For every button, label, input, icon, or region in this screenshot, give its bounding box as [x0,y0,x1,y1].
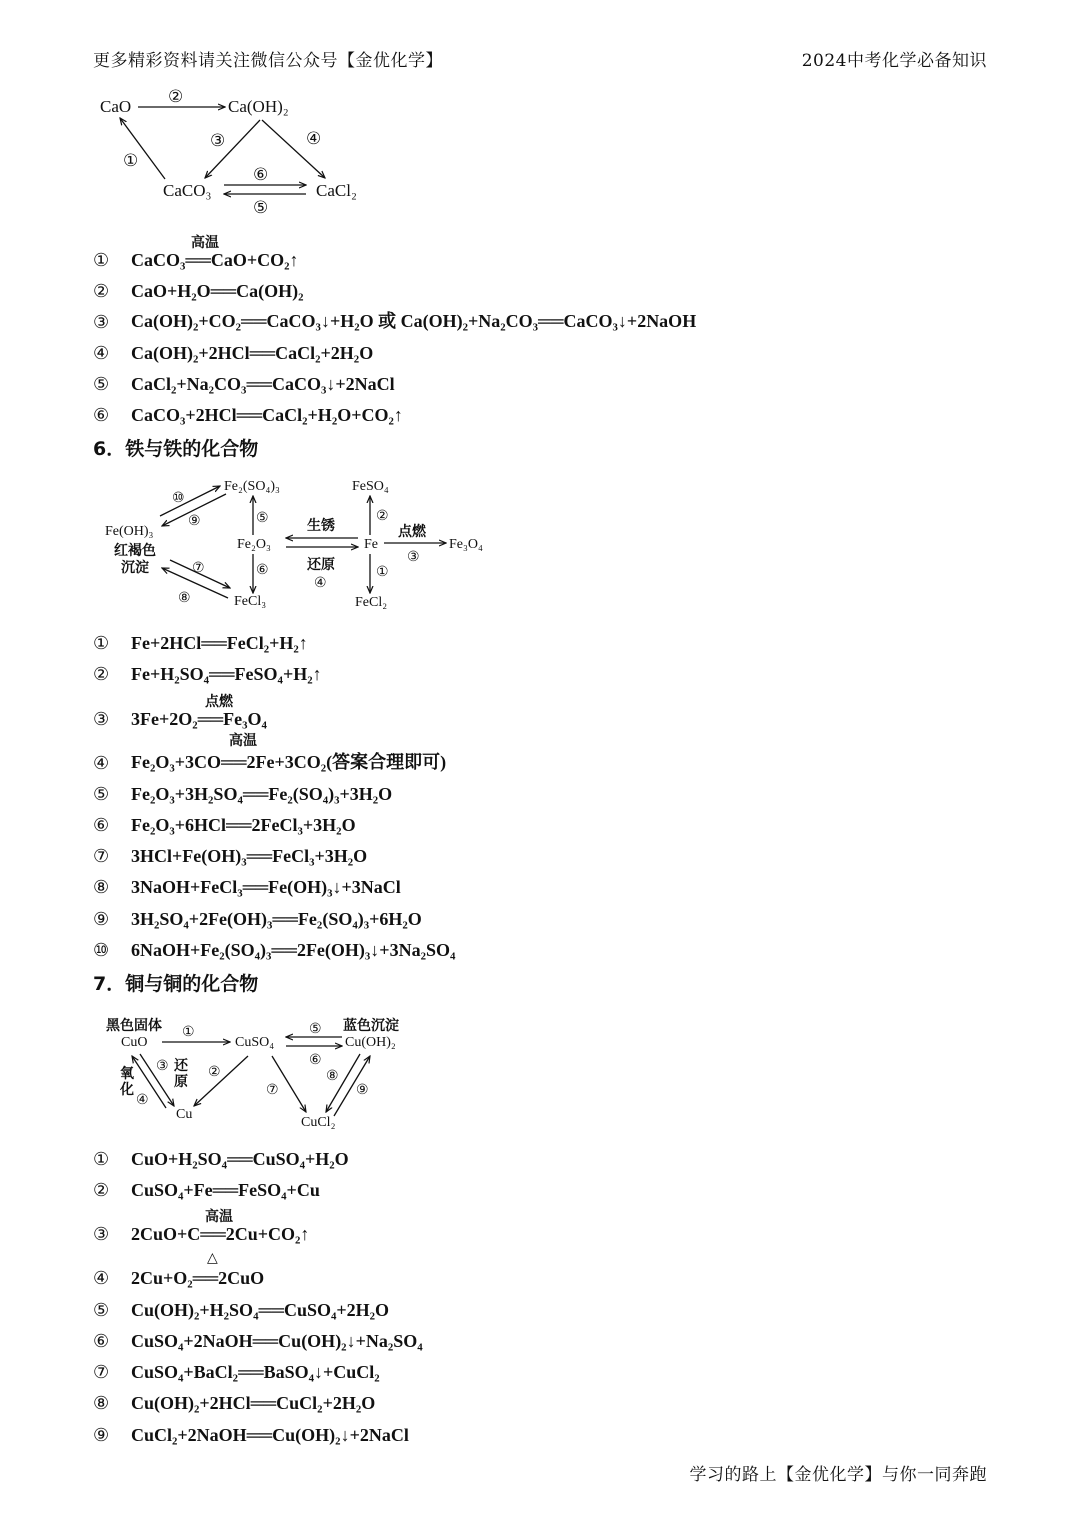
cu-eq-4: ④ △ 2Cu+O₂══2CuO [93,1250,265,1288]
ca-eq-1: ① 高温 CaCO₃══CaO+CO₂↑ [93,235,299,270]
cu-label-1: ① [182,1025,195,1040]
cu-eq-9: ⑨ CuCl₂+2NaOH══Cu(OH)₂↓+2NaCl [93,1425,409,1445]
header-right: 2024中考化学必备知识 [801,51,987,71]
fe-eq-10: ⑩ 6NaOH+Fe₂(SO₄)₃══2Fe(OH)₃↓+3Na₂SO₄ [93,940,456,960]
node-cuoh2: Cu(OH)₂ [345,1035,396,1050]
node-fe: Fe [364,537,378,552]
calcium-diagram [90,80,390,225]
fe-eq-3: ③ 点燃 3Fe+2O₂══Fe₃O₄ [93,694,267,729]
cu-eq-1: ① CuO+H₂SO₄══CuSO₄+H₂O [93,1149,349,1169]
label-4: ④ [306,129,322,148]
fe-eq-2: ② Fe+H₂SO₄══FeSO₄+H₂↑ [93,664,322,684]
ca-eq-6: ⑥ CaCO₃+2HCl══CaCl₂+H₂O+CO₂↑ [93,405,403,425]
cu-eq-5: ⑤ Cu(OH)₂+H₂SO₄══CuSO₄+2H₂O [93,1300,390,1320]
text-hua: 化 [120,1082,134,1098]
text-huan: 还 [174,1058,188,1074]
text-reduce: 还原 [307,557,335,573]
iron-label-3: ③ [407,550,420,565]
header-left: 更多精彩资料请关注微信公众号【金优化学】 [93,51,443,71]
node-fe2so43: Fe₂(SO₄)₃ [224,479,280,494]
node-feso4: FeSO₄ [352,479,389,494]
iron-label-4: ④ [314,576,327,591]
copper-section-title: 7．铜与铜的化合物 [93,973,259,995]
label-5: ⑤ [253,198,269,217]
ca-eq-2: ② CaO+H₂O══Ca(OH)₂ [93,281,304,301]
cu-label-6: ⑥ [309,1053,322,1068]
node-cao: CaO [100,97,132,116]
node-cuo: CuO [121,1035,148,1050]
iron-label-1: ① [376,565,389,580]
cu-eq-6: ⑥ CuSO₄+2NaOH══Cu(OH)₂↓+Na₂SO₄ [93,1331,423,1351]
iron-label-5: ⑤ [256,511,269,526]
node-cucl2: CuCl₂ [301,1115,336,1130]
fe-eq-4: ④ 高温 Fe₂O₃+3CO══2Fe+3CO₂(答案合理即可) [93,733,447,773]
copper-diagram [100,1012,420,1137]
fe-eq-1: ① Fe+2HCl══FeCl₂+H₂↑ [93,633,308,653]
node-fecl3: FeCl₃ [234,594,267,609]
iron-label-8: ⑧ [178,591,191,606]
fe-eq-7: ⑦ 3HCl+Fe(OH)₃══FeCl₃+3H₂O [93,846,368,866]
ca-eq-3: ③ Ca(OH)₂+CO₂══CaCO₃↓+H₂O 或 Ca(OH)₂+Na₂CO₃══CaCO₃↓+2NaOH [93,311,697,332]
text-ignite: 点燃 [398,524,426,540]
text-red-brown: 红褐色 [114,543,156,559]
cu-label-8: ⑧ [326,1069,339,1084]
iron-diagram [100,472,500,617]
iron-label-9: ⑨ [188,514,201,529]
node-cuso4: CuSO₄ [235,1035,275,1050]
footer-slogan: 学习的路上【金优化学】与你一同奔跑 [689,1465,987,1485]
cu-label-2: ② [208,1065,221,1080]
text-yang: 氧 [120,1066,134,1082]
iron-label-7: ⑦ [192,561,205,576]
label-1: ① [123,151,139,170]
cu-label-9: ⑨ [356,1083,369,1098]
label-3: ③ [210,131,226,150]
fe-eq-5: ⑤ Fe₂O₃+3H₂SO₄══Fe₂(SO₄)₃+3H₂O [93,784,393,804]
node-cu: Cu [176,1107,193,1122]
label-6: ⑥ [253,165,269,184]
node-fe2o3: Fe₂O₃ [237,537,271,552]
text-black-solid: 黑色固体 [106,1018,162,1034]
ca-eq-5: ⑤ CaCl₂+Na₂CO₃══CaCO₃↓+2NaCl [93,374,395,394]
node-fe3o4: Fe₃O₄ [449,537,483,552]
iron-label-6: ⑥ [256,563,269,578]
label-2: ② [168,87,184,106]
node-feoh3: Fe(OH)₃ [105,524,154,539]
text-precipitate: 沉淀 [121,560,149,576]
text-blue-precipitate: 蓝色沉淀 [343,1018,399,1034]
cu-label-3: ③ [156,1059,169,1074]
iron-label-10: ⑩ [172,491,185,506]
text-rust: 生锈 [307,518,335,534]
cu-arrow-2 [194,1056,248,1106]
node-caoh2: Ca(OH)₂ [228,97,289,116]
fe-eq-9: ⑨ 3H₂SO₄+2Fe(OH)₃══Fe₂(SO₄)₃+6H₂O [93,909,422,929]
iron-label-2: ② [376,509,389,524]
fe-eq-8: ⑧ 3NaOH+FeCl₃══Fe(OH)₃↓+3NaCl [93,877,401,897]
cu-eq-3: ③ 高温 2CuO+C══2Cu+CO₂↑ [93,1209,310,1244]
fe-eq-6: ⑥ Fe₂O₃+6HCl══2FeCl₃+3H₂O [93,815,356,835]
node-fecl2: FeCl₂ [355,595,388,610]
cu-label-7: ⑦ [266,1083,279,1098]
cu-label-5: ⑤ [309,1022,322,1037]
ca-eq-4: ④ Ca(OH)₂+2HCl══CaCl₂+2H₂O [93,343,374,363]
node-cacl2: CaCl₂ [316,181,357,200]
cu-eq-2: ② CuSO₄+Fe══FeSO₄+Cu [93,1180,320,1200]
cu-eq-8: ⑧ Cu(OH)₂+2HCl══CuCl₂+2H₂O [93,1393,376,1413]
cu-eq-7: ⑦ CuSO₄+BaCl₂══BaSO₄↓+CuCl₂ [93,1362,380,1382]
cu-label-4: ④ [136,1093,149,1108]
node-caco3: CaCO₃ [163,181,212,200]
iron-section-title: 6．铁与铁的化合物 [93,438,259,460]
text-yuan: 原 [174,1074,188,1090]
